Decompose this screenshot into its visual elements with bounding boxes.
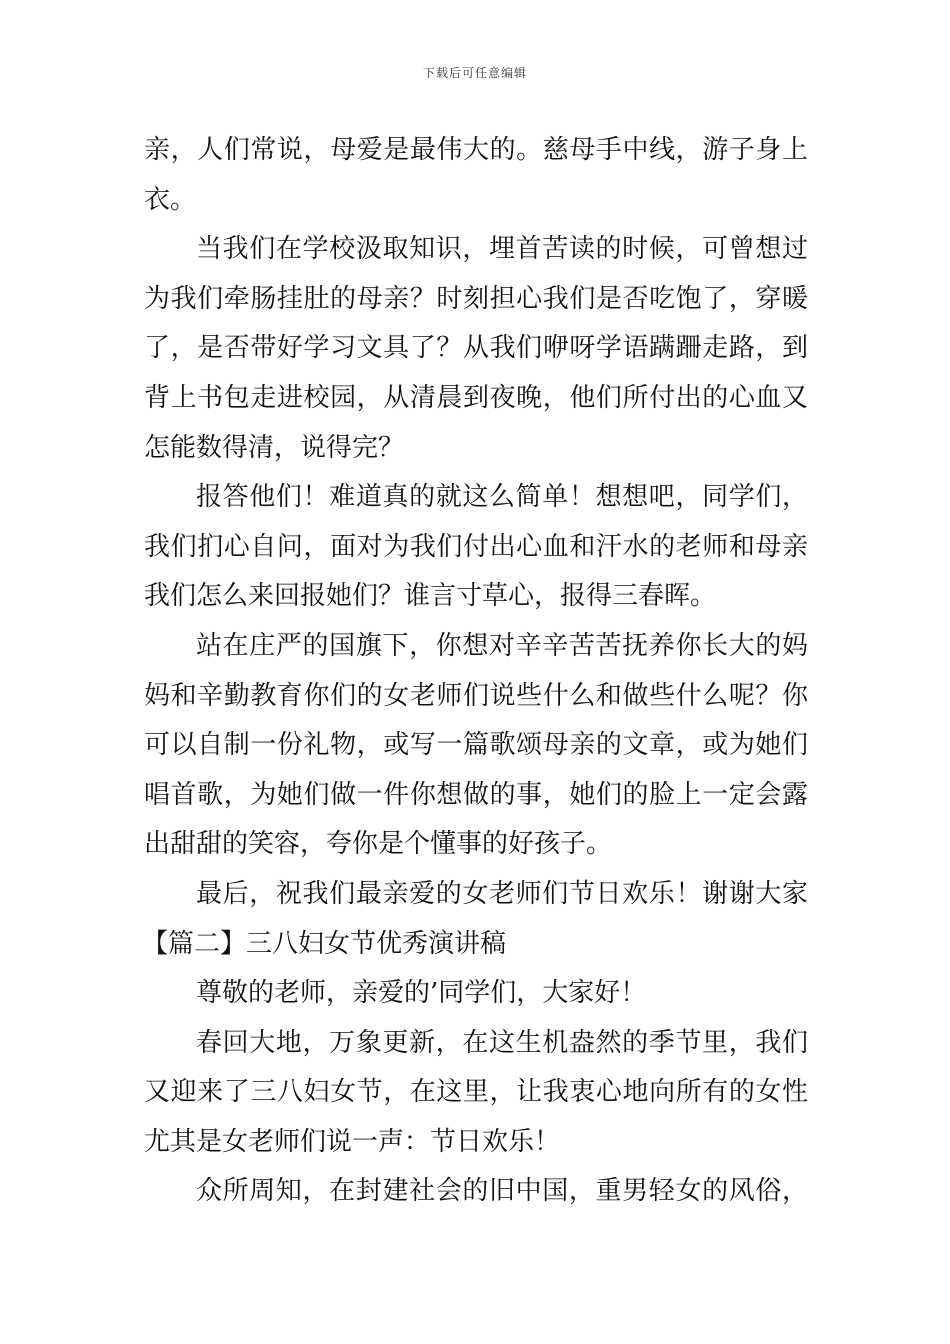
paragraph-start-line: 站在庄严的国旗下，你想对辛辛苦苦抚养你长大的妈 (196, 630, 808, 661)
body-line: 我们扪心自问，面对为我们付出心血和汗水的老师和母亲 (144, 531, 808, 562)
body-line: 可以自制一份礼物，或写一篇歌颂母亲的文章，或为她们 (144, 730, 808, 761)
body-line: 为我们牵肠挂肚的母亲？时刻担心我们是否吃饱了，穿暖 (144, 283, 808, 314)
body-line: 尤其是女老师们说一声：节日欢乐！ (144, 1126, 561, 1157)
page-header: 下载后可任意编辑 (422, 66, 527, 80)
paragraph-start-line: 报答他们！难道真的就这么简单！想想吧，同学们， (196, 482, 808, 513)
document-body (144, 126, 808, 1217)
body-line: 妈和辛勤教育你们的女老师们说些什么和做些什么呢？你 (144, 680, 808, 711)
paragraph-start-line: 众所周知，在封建社会的旧中国，重男轻女的风俗， (196, 1176, 808, 1207)
paragraph-start-line: 当我们在学校汲取知识，埋首苦读的时候，可曾想过 (196, 234, 808, 265)
body-line: 背上书包走进校园，从清晨到夜晚，他们所付出的心血又 (144, 382, 808, 413)
body-line: 了，是否带好学习文具了？从我们咿呀学语蹒跚走路，到 (144, 333, 808, 364)
body-line: 亲，人们常说，母爱是最伟大的。慈母手中线，游子身上 (144, 135, 808, 165)
body-line: 怎能数得清，说得完？ (144, 432, 405, 463)
paragraph-start-line: 尊敬的老师，亲爱的’同学们，大家好！ (196, 978, 647, 1009)
section-title: 【篇二】三八妇女节优秀演讲稿 (142, 928, 507, 959)
paragraph-start-line: 最后，祝我们最亲爱的女老师们节日欢乐！谢谢大家 (196, 878, 808, 909)
body-line: 我们怎么来回报她们？谁言寸草心，报得三春晖。 (144, 581, 717, 612)
body-line: 唱首歌，为她们做一件你想做的事，她们的脸上一定会露 (144, 779, 808, 810)
body-line: 又迎来了三八妇女节，在这里，让我衷心地向所有的女性 (144, 1077, 808, 1108)
paragraph-start-line: 春回大地，万象更新，在这生机盎然的季节里，我们 (196, 1027, 808, 1058)
body-line: 出甜甜的笑容，夸你是个懂事的好孩子。 (144, 829, 613, 860)
body-line: 衣。 (144, 184, 197, 215)
